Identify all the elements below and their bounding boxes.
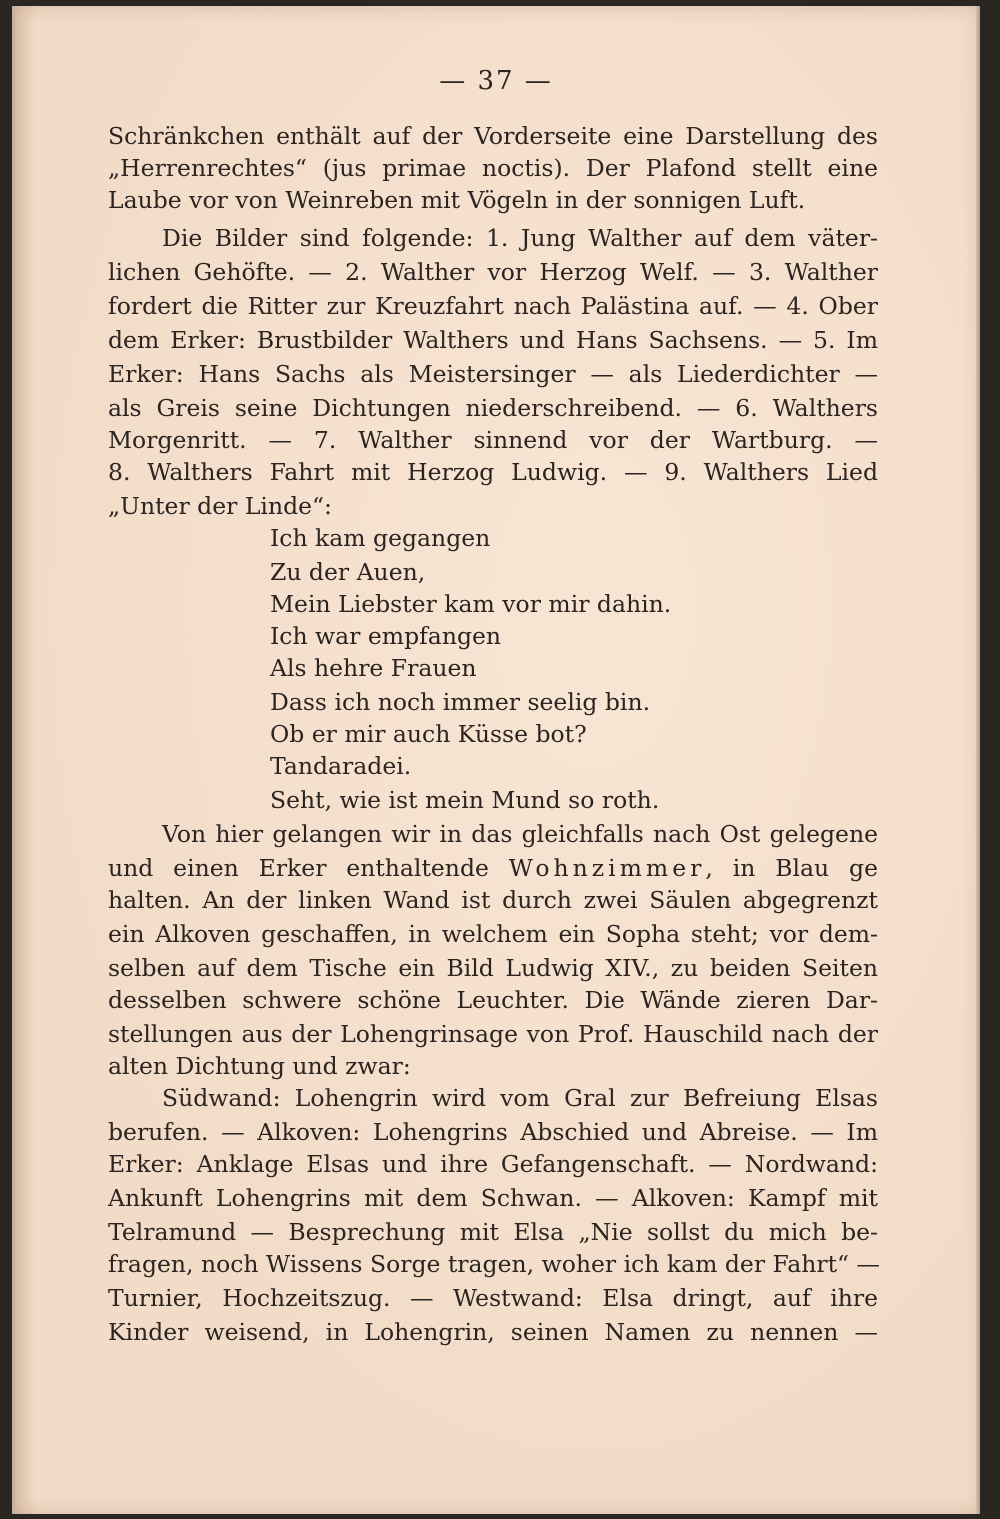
text-line: als Greis seine Dichtungen niederschreibend. — 6. Walthers bbox=[108, 394, 878, 422]
text-line: Laube vor von Weinreben mit Vögeln in der sonnigen Luft. bbox=[108, 186, 806, 214]
text-line: Die Bilder sind folgende: 1. Jung Walther auf dem väter- bbox=[162, 224, 878, 252]
room-name: Wohnzimmer bbox=[508, 854, 706, 882]
text-line: berufen. — Alkoven: Lohengrins Abschied und Abreise. — Im bbox=[108, 1118, 878, 1146]
text-line: Turnier, Hochzeitszug. — Westwand: Elsa dringt, auf ihre bbox=[108, 1284, 878, 1312]
text-line: selben auf dem Tische ein Bild Ludwig XIV., zu beiden Seiten bbox=[108, 954, 878, 982]
text-line: Erker: Anklage Elsas und ihre Gefangenschaft. — Nordwand: bbox=[108, 1150, 878, 1178]
text-line: Von hier gelangen wir in das gleichfalls nach Ost gelegene bbox=[162, 820, 878, 848]
text-line: ein Alkoven geschaffen, in welchem ein Sopha steht; vor dem- bbox=[108, 920, 878, 948]
verse-line: Seht, wie ist mein Mund so roth. bbox=[270, 786, 660, 814]
text-line: Schränkchen enthält auf der Vorderseite eine Darstellung des bbox=[108, 122, 878, 150]
page-edge bbox=[976, 6, 980, 1514]
text-line: desselben schwere schöne Leuchter. Die Wände zieren Dar- bbox=[108, 986, 878, 1014]
verse-line: Tandaradei. bbox=[270, 752, 412, 780]
text-line: stellungen aus der Lohengrinsage von Prof. Hauschild nach der bbox=[108, 1020, 878, 1048]
text-line: alten Dichtung und zwar: bbox=[108, 1052, 411, 1080]
text-line: Morgenritt. — 7. Walther sinnend vor der Wartburg. — bbox=[108, 426, 878, 454]
page-number: — 37 — bbox=[439, 66, 553, 96]
text-line: fragen, noch Wissens Sorge tragen, woher ich kam der Fahrt“ — bbox=[108, 1250, 881, 1278]
text-line: Südwand: Lohengrin wird vom Gral zur Befreiung Elsas bbox=[162, 1084, 878, 1112]
text-line: fordert die Ritter zur Kreuzfahrt nach Palästina auf. — 4. Ober bbox=[108, 292, 878, 320]
verse-line: Dass ich noch immer seelig bin. bbox=[270, 688, 651, 716]
text-line: „Unter der Linde“: bbox=[108, 492, 332, 520]
text-line: Telramund — Besprechung mit Elsa „Nie sollst du mich be- bbox=[108, 1218, 878, 1246]
text-line: Erker: Hans Sachs als Meistersinger — als Liederdichter — bbox=[108, 360, 878, 388]
text-line: „Herrenrechtes“ (jus primae noctis). Der Plafond stellt eine bbox=[108, 154, 878, 182]
verse-line: Ob er mir auch Küsse bot? bbox=[270, 720, 587, 748]
text-line: Ankunft Lohengrins mit dem Schwan. — Alkoven: Kampf mit bbox=[108, 1184, 878, 1212]
text-line: lichen Gehöfte. — 2. Walther vor Herzog Welf. — 3. Walther bbox=[108, 258, 878, 286]
text-line: halten. An der linken Wand ist durch zwei Säulen abgegrenzt bbox=[108, 886, 878, 914]
verse-line: Zu der Auen, bbox=[270, 558, 426, 586]
text-line: Kinder weisend, in Lohengrin, seinen Namen zu nennen — bbox=[108, 1318, 878, 1346]
verse-line: Als hehre Frauen bbox=[270, 654, 477, 682]
text-line: 8. Walthers Fahrt mit Herzog Ludwig. — 9. Walthers Lied bbox=[108, 458, 878, 486]
text-line: und einen Erker enthaltende Wohnzimmer, in Blau ge bbox=[108, 854, 878, 882]
verse-line: Mein Liebster kam vor mir dahin. bbox=[270, 590, 672, 618]
verse-line: Ich war empfangen bbox=[270, 622, 502, 650]
text-line: dem Erker: Brustbilder Walthers und Hans Sachsens. — 5. Im bbox=[108, 326, 878, 354]
binding-edge bbox=[12, 6, 15, 1514]
verse-line: Ich kam gegangen bbox=[270, 524, 491, 552]
book-page bbox=[12, 6, 980, 1514]
